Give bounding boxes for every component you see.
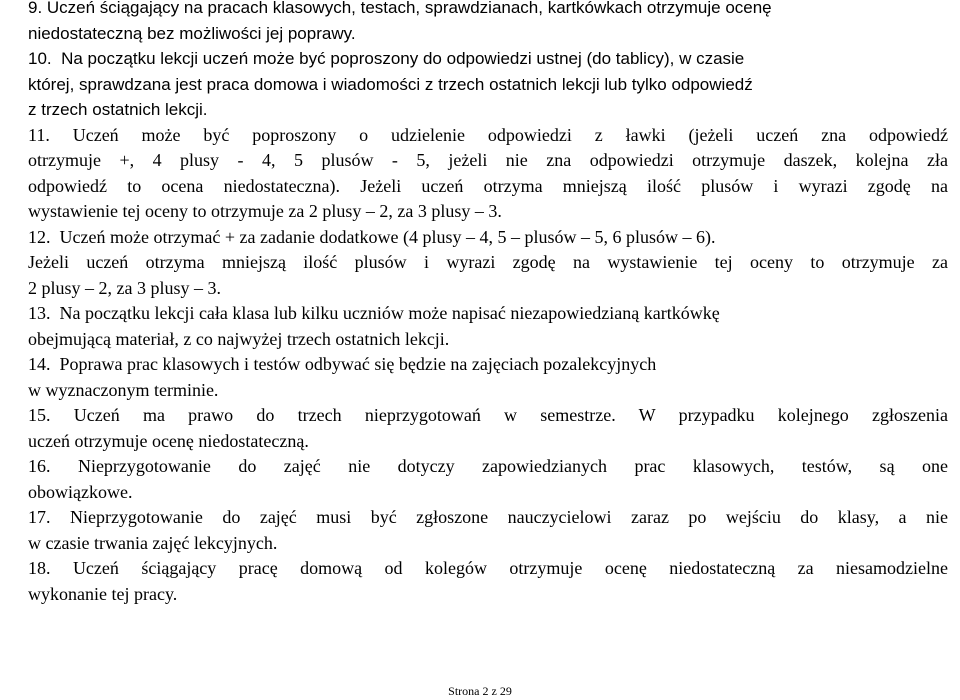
text-line: 10. Na początku lekcji uczeń może być poproszony do odpowiedzi ustnej (do tablicy), w czasie (28, 49, 745, 68)
text-line: której, sprawdzana jest praca domowa i wiadomości z trzech ostatnich lekcji lub tylko odpowiedź (28, 74, 753, 94)
text-line: 17. Nieprzygotowanie do zajęć musi być zgłoszone nauczycielowi zaraz po wejściu do klasy, a nie (28, 507, 948, 527)
text-line: Jeżeli uczeń otrzyma mniejszą ilość plusów i wyrazi zgodę na wystawienie tej oceny to otrzymuje za (28, 252, 948, 272)
text-line: uczeń otrzymuje ocenę niedostateczną. (28, 430, 309, 451)
text-line: 16. Nieprzygotowanie do zajęć nie dotyczy zapowiedzianych prac klasowych, testów, są one (28, 456, 948, 476)
text-line: w wyznaczonym terminie. (28, 379, 219, 400)
text-line: obejmującą materiał, z co najwyżej trzech ostatnich lekcji. (28, 328, 450, 349)
text-line: niedostateczną bez możliwości jej poprawy. (28, 23, 356, 43)
text-line: z trzech ostatnich lekcji. (28, 100, 208, 119)
text-line: 13. Na początku lekcji cała klasa lub kilku uczniów może napisać niezapowiedzianą kartkówkę (28, 303, 720, 323)
text-line: 2 plusy – 2, za 3 plusy – 3. (28, 277, 221, 298)
text-line: obowiązkowe. (28, 481, 133, 502)
document-body (28, 0, 948, 607)
text-line: wykonanie tej pracy. (28, 583, 178, 604)
text-line: otrzymuje +, 4 plusy - 4, 5 plusów - 5, jeżeli nie zna odpowiedzi otrzymuje daszek, kolejna zła (28, 150, 948, 170)
text-line: 12. Uczeń może otrzymać + za zadanie dodatkowe (4 plusy – 4, 5 – plusów – 5, 6 plusów – 6). (28, 226, 716, 247)
text-line: 9. Uczeń ściągający na pracach klasowych, testach, sprawdzianach, kartkówkach otrzymuje ocenę (28, 0, 772, 17)
text-line: 18. Uczeń ściągający pracę domową od kolegów otrzymuje ocenę niedostateczną za niesamodzielne (28, 558, 948, 578)
page-footer (0, 684, 960, 698)
text-line: w czasie trwania zajęć lekcyjnych. (28, 532, 278, 553)
text-line: 14. Poprawa prac klasowych i testów odbywać się będzie na zajęciach pozalekcyjnych (28, 354, 657, 374)
text-line: 15. Uczeń ma prawo do trzech nieprzygotowań w semestrze. W przypadku kolejnego zgłoszenia (28, 405, 948, 425)
text-line: wystawienie tej oceny to otrzymuje za 2 plusy – 2, za 3 plusy – 3. (28, 201, 502, 221)
page-number: Strona 2 z 29 (448, 684, 512, 698)
text-line: 11. Uczeń może być poproszony o udzielenie odpowiedzi z ławki (jeżeli uczeń zna odpowiedź (28, 124, 948, 145)
text-line: odpowiedź to ocena niedostateczna). Jeżeli uczeń otrzyma mniejszą ilość plusów i wyrazi zgodę na (28, 175, 948, 196)
